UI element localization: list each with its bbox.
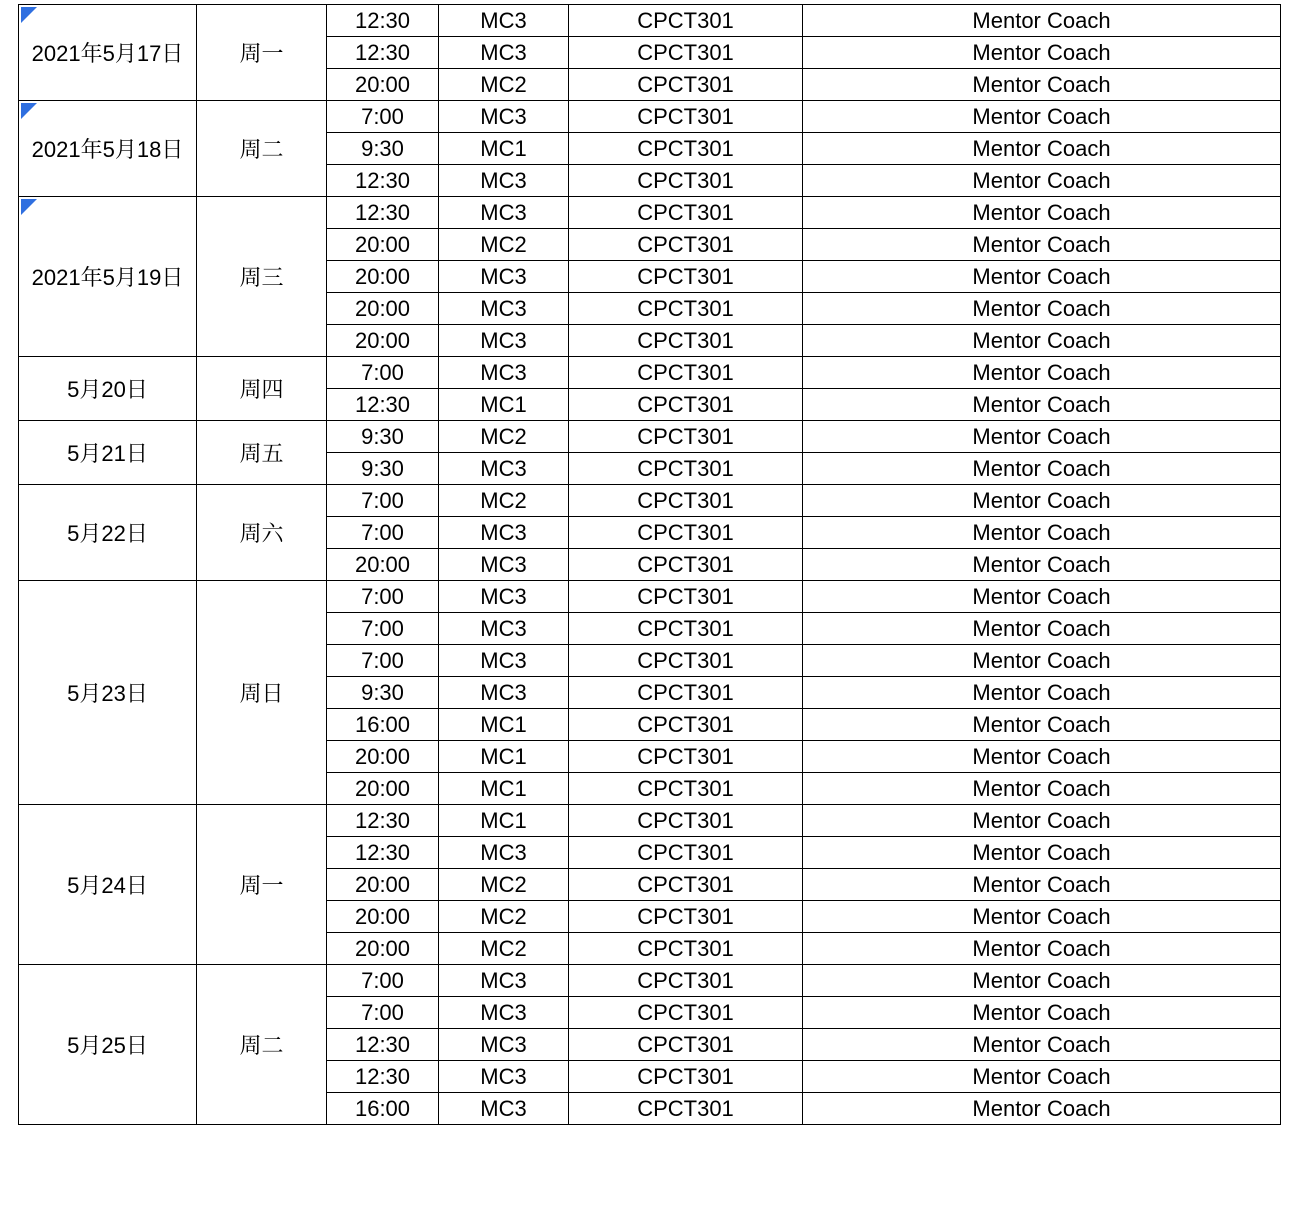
role-cell[interactable]: Mentor Coach: [803, 197, 1281, 229]
course-cell[interactable]: CPCT301: [569, 293, 803, 325]
mc-cell[interactable]: MC3: [439, 645, 569, 677]
course-cell[interactable]: CPCT301: [569, 997, 803, 1029]
time-cell[interactable]: 20:00: [327, 325, 439, 357]
comment-marker-icon[interactable]: [21, 199, 37, 215]
mc-cell[interactable]: MC3: [439, 965, 569, 997]
table-row: [19, 581, 1281, 613]
time-cell[interactable]: 12:30: [327, 5, 439, 37]
role-cell[interactable]: Mentor Coach: [803, 581, 1281, 613]
role-cell[interactable]: Mentor Coach: [803, 933, 1281, 965]
role-cell[interactable]: Mentor Coach: [803, 229, 1281, 261]
table-row: [19, 965, 1281, 997]
role-cell[interactable]: Mentor Coach: [803, 517, 1281, 549]
mc-cell[interactable]: MC2: [439, 229, 569, 261]
mc-cell[interactable]: MC3: [439, 1093, 569, 1125]
course-cell[interactable]: CPCT301: [569, 1061, 803, 1093]
role-cell[interactable]: Mentor Coach: [803, 773, 1281, 805]
time-cell[interactable]: 12:30: [327, 37, 439, 69]
role-cell[interactable]: Mentor Coach: [803, 261, 1281, 293]
mc-cell[interactable]: MC3: [439, 1029, 569, 1061]
time-cell[interactable]: 20:00: [327, 901, 439, 933]
course-cell[interactable]: CPCT301: [569, 581, 803, 613]
course-cell[interactable]: CPCT301: [569, 421, 803, 453]
mc-cell[interactable]: MC3: [439, 1061, 569, 1093]
mc-cell[interactable]: MC1: [439, 805, 569, 837]
date-cell[interactable]: [19, 5, 197, 101]
date-cell[interactable]: [19, 581, 197, 805]
time-cell[interactable]: 7:00: [327, 517, 439, 549]
time-cell[interactable]: 7:00: [327, 997, 439, 1029]
mc-cell[interactable]: MC3: [439, 613, 569, 645]
time-cell[interactable]: 20:00: [327, 69, 439, 101]
time-cell[interactable]: 7:00: [327, 581, 439, 613]
course-cell[interactable]: CPCT301: [569, 37, 803, 69]
course-cell[interactable]: CPCT301: [569, 389, 803, 421]
mc-cell[interactable]: MC3: [439, 37, 569, 69]
course-cell[interactable]: CPCT301: [569, 5, 803, 37]
course-cell[interactable]: CPCT301: [569, 197, 803, 229]
date-cell[interactable]: [19, 197, 197, 357]
role-cell[interactable]: Mentor Coach: [803, 69, 1281, 101]
schedule-table: [18, 4, 1281, 1125]
time-cell[interactable]: 20:00: [327, 773, 439, 805]
comment-marker-icon[interactable]: [21, 7, 37, 23]
course-cell[interactable]: CPCT301: [569, 1093, 803, 1125]
date-label: 5月22日: [67, 521, 148, 546]
time-cell[interactable]: 16:00: [327, 1093, 439, 1125]
time-cell[interactable]: 20:00: [327, 933, 439, 965]
mc-cell[interactable]: MC3: [439, 997, 569, 1029]
table-row: [19, 357, 1281, 389]
weekday-cell[interactable]: 周六: [197, 485, 327, 581]
date-label: 2021年5月19日: [31, 265, 184, 290]
schedule-body: [19, 5, 1281, 1125]
course-cell[interactable]: CPCT301: [569, 517, 803, 549]
course-cell[interactable]: CPCT301: [569, 933, 803, 965]
date-label: 5月25日: [67, 1033, 148, 1058]
date-cell[interactable]: [19, 357, 197, 421]
role-cell[interactable]: Mentor Coach: [803, 549, 1281, 581]
role-cell[interactable]: Mentor Coach: [803, 1093, 1281, 1125]
role-cell[interactable]: Mentor Coach: [803, 965, 1281, 997]
table-row: [19, 5, 1281, 37]
time-cell[interactable]: 9:30: [327, 677, 439, 709]
role-cell[interactable]: Mentor Coach: [803, 709, 1281, 741]
role-cell[interactable]: Mentor Coach: [803, 357, 1281, 389]
mc-cell[interactable]: MC3: [439, 165, 569, 197]
course-cell[interactable]: CPCT301: [569, 229, 803, 261]
course-cell[interactable]: CPCT301: [569, 837, 803, 869]
mc-cell[interactable]: MC1: [439, 773, 569, 805]
time-cell[interactable]: 12:30: [327, 1029, 439, 1061]
course-cell[interactable]: CPCT301: [569, 1029, 803, 1061]
weekday-cell[interactable]: 周一: [197, 805, 327, 965]
mc-cell[interactable]: MC1: [439, 741, 569, 773]
mc-cell[interactable]: MC3: [439, 837, 569, 869]
course-cell[interactable]: CPCT301: [569, 613, 803, 645]
time-cell[interactable]: 20:00: [327, 869, 439, 901]
role-cell[interactable]: Mentor Coach: [803, 421, 1281, 453]
time-cell[interactable]: 20:00: [327, 741, 439, 773]
time-cell[interactable]: 7:00: [327, 965, 439, 997]
weekday-cell[interactable]: 周三: [197, 197, 327, 357]
role-cell[interactable]: Mentor Coach: [803, 837, 1281, 869]
mc-cell[interactable]: MC3: [439, 293, 569, 325]
mc-cell[interactable]: MC2: [439, 69, 569, 101]
course-cell[interactable]: CPCT301: [569, 965, 803, 997]
comment-marker-icon[interactable]: [21, 103, 37, 119]
time-cell[interactable]: 20:00: [327, 229, 439, 261]
course-cell[interactable]: CPCT301: [569, 101, 803, 133]
time-cell[interactable]: 20:00: [327, 293, 439, 325]
weekday-cell[interactable]: 周二: [197, 101, 327, 197]
weekday-cell[interactable]: 周日: [197, 581, 327, 805]
time-cell[interactable]: 12:30: [327, 197, 439, 229]
time-cell[interactable]: 12:30: [327, 1061, 439, 1093]
date-cell[interactable]: [19, 421, 197, 485]
weekday-cell[interactable]: 周五: [197, 421, 327, 485]
role-cell[interactable]: Mentor Coach: [803, 869, 1281, 901]
table-row: [19, 485, 1281, 517]
role-cell[interactable]: Mentor Coach: [803, 613, 1281, 645]
course-cell[interactable]: CPCT301: [569, 869, 803, 901]
course-cell[interactable]: CPCT301: [569, 453, 803, 485]
date-label: 5月20日: [67, 377, 148, 402]
date-cell[interactable]: [19, 101, 197, 197]
date-cell[interactable]: [19, 485, 197, 581]
role-cell[interactable]: Mentor Coach: [803, 133, 1281, 165]
role-cell[interactable]: Mentor Coach: [803, 101, 1281, 133]
weekday-cell[interactable]: 周一: [197, 5, 327, 101]
course-cell[interactable]: CPCT301: [569, 677, 803, 709]
course-cell[interactable]: CPCT301: [569, 261, 803, 293]
mc-cell[interactable]: MC3: [439, 357, 569, 389]
mc-cell[interactable]: MC1: [439, 133, 569, 165]
course-cell[interactable]: CPCT301: [569, 133, 803, 165]
course-cell[interactable]: CPCT301: [569, 549, 803, 581]
time-cell[interactable]: 7:00: [327, 357, 439, 389]
course-cell[interactable]: CPCT301: [569, 773, 803, 805]
role-cell[interactable]: Mentor Coach: [803, 677, 1281, 709]
role-cell[interactable]: Mentor Coach: [803, 1029, 1281, 1061]
course-cell[interactable]: CPCT301: [569, 805, 803, 837]
weekday-cell[interactable]: 周四: [197, 357, 327, 421]
role-cell[interactable]: Mentor Coach: [803, 293, 1281, 325]
time-cell[interactable]: 12:30: [327, 389, 439, 421]
table-row: [19, 805, 1281, 837]
time-cell[interactable]: 12:30: [327, 837, 439, 869]
mc-cell[interactable]: MC3: [439, 197, 569, 229]
role-cell[interactable]: Mentor Coach: [803, 325, 1281, 357]
course-cell[interactable]: CPCT301: [569, 645, 803, 677]
date-label: 5月21日: [67, 441, 148, 466]
course-cell[interactable]: CPCT301: [569, 901, 803, 933]
time-cell[interactable]: 7:00: [327, 613, 439, 645]
mc-cell[interactable]: MC2: [439, 901, 569, 933]
role-cell[interactable]: Mentor Coach: [803, 901, 1281, 933]
role-cell[interactable]: Mentor Coach: [803, 453, 1281, 485]
role-cell[interactable]: Mentor Coach: [803, 997, 1281, 1029]
course-cell[interactable]: CPCT301: [569, 165, 803, 197]
time-cell[interactable]: 7:00: [327, 485, 439, 517]
weekday-cell[interactable]: 周二: [197, 965, 327, 1125]
mc-cell[interactable]: MC2: [439, 869, 569, 901]
date-label: 2021年5月17日: [31, 41, 184, 66]
time-cell[interactable]: 12:30: [327, 165, 439, 197]
role-cell[interactable]: Mentor Coach: [803, 1061, 1281, 1093]
mc-cell[interactable]: MC1: [439, 389, 569, 421]
mc-cell[interactable]: MC3: [439, 453, 569, 485]
role-cell[interactable]: Mentor Coach: [803, 741, 1281, 773]
time-cell[interactable]: 7:00: [327, 101, 439, 133]
mc-cell[interactable]: MC2: [439, 421, 569, 453]
time-cell[interactable]: 9:30: [327, 453, 439, 485]
mc-cell[interactable]: MC3: [439, 5, 569, 37]
date-label: 5月23日: [67, 681, 148, 706]
time-cell[interactable]: 16:00: [327, 709, 439, 741]
mc-cell[interactable]: MC2: [439, 485, 569, 517]
mc-cell[interactable]: MC2: [439, 933, 569, 965]
role-cell[interactable]: Mentor Coach: [803, 5, 1281, 37]
course-cell[interactable]: CPCT301: [569, 485, 803, 517]
time-cell[interactable]: 12:30: [327, 805, 439, 837]
role-cell[interactable]: Mentor Coach: [803, 485, 1281, 517]
role-cell[interactable]: Mentor Coach: [803, 37, 1281, 69]
role-cell[interactable]: Mentor Coach: [803, 645, 1281, 677]
date-label: 5月24日: [67, 873, 148, 898]
time-cell[interactable]: 20:00: [327, 261, 439, 293]
mc-cell[interactable]: MC3: [439, 261, 569, 293]
mc-cell[interactable]: MC3: [439, 325, 569, 357]
table-row: [19, 101, 1281, 133]
time-cell[interactable]: 9:30: [327, 133, 439, 165]
course-cell[interactable]: CPCT301: [569, 325, 803, 357]
course-cell[interactable]: CPCT301: [569, 69, 803, 101]
time-cell[interactable]: 7:00: [327, 645, 439, 677]
course-cell[interactable]: CPCT301: [569, 709, 803, 741]
time-cell[interactable]: 9:30: [327, 421, 439, 453]
mc-cell[interactable]: MC3: [439, 101, 569, 133]
role-cell[interactable]: Mentor Coach: [803, 805, 1281, 837]
mc-cell[interactable]: MC3: [439, 517, 569, 549]
mc-cell[interactable]: MC1: [439, 709, 569, 741]
table-row: [19, 197, 1281, 229]
role-cell[interactable]: Mentor Coach: [803, 389, 1281, 421]
course-cell[interactable]: CPCT301: [569, 357, 803, 389]
date-label: 2021年5月18日: [31, 137, 184, 162]
date-cell[interactable]: [19, 805, 197, 965]
course-cell[interactable]: CPCT301: [569, 741, 803, 773]
table-row: [19, 421, 1281, 453]
role-cell[interactable]: Mentor Coach: [803, 165, 1281, 197]
mc-cell[interactable]: MC3: [439, 677, 569, 709]
date-cell[interactable]: [19, 965, 197, 1125]
mc-cell[interactable]: MC3: [439, 581, 569, 613]
time-cell[interactable]: 20:00: [327, 549, 439, 581]
mc-cell[interactable]: MC3: [439, 549, 569, 581]
